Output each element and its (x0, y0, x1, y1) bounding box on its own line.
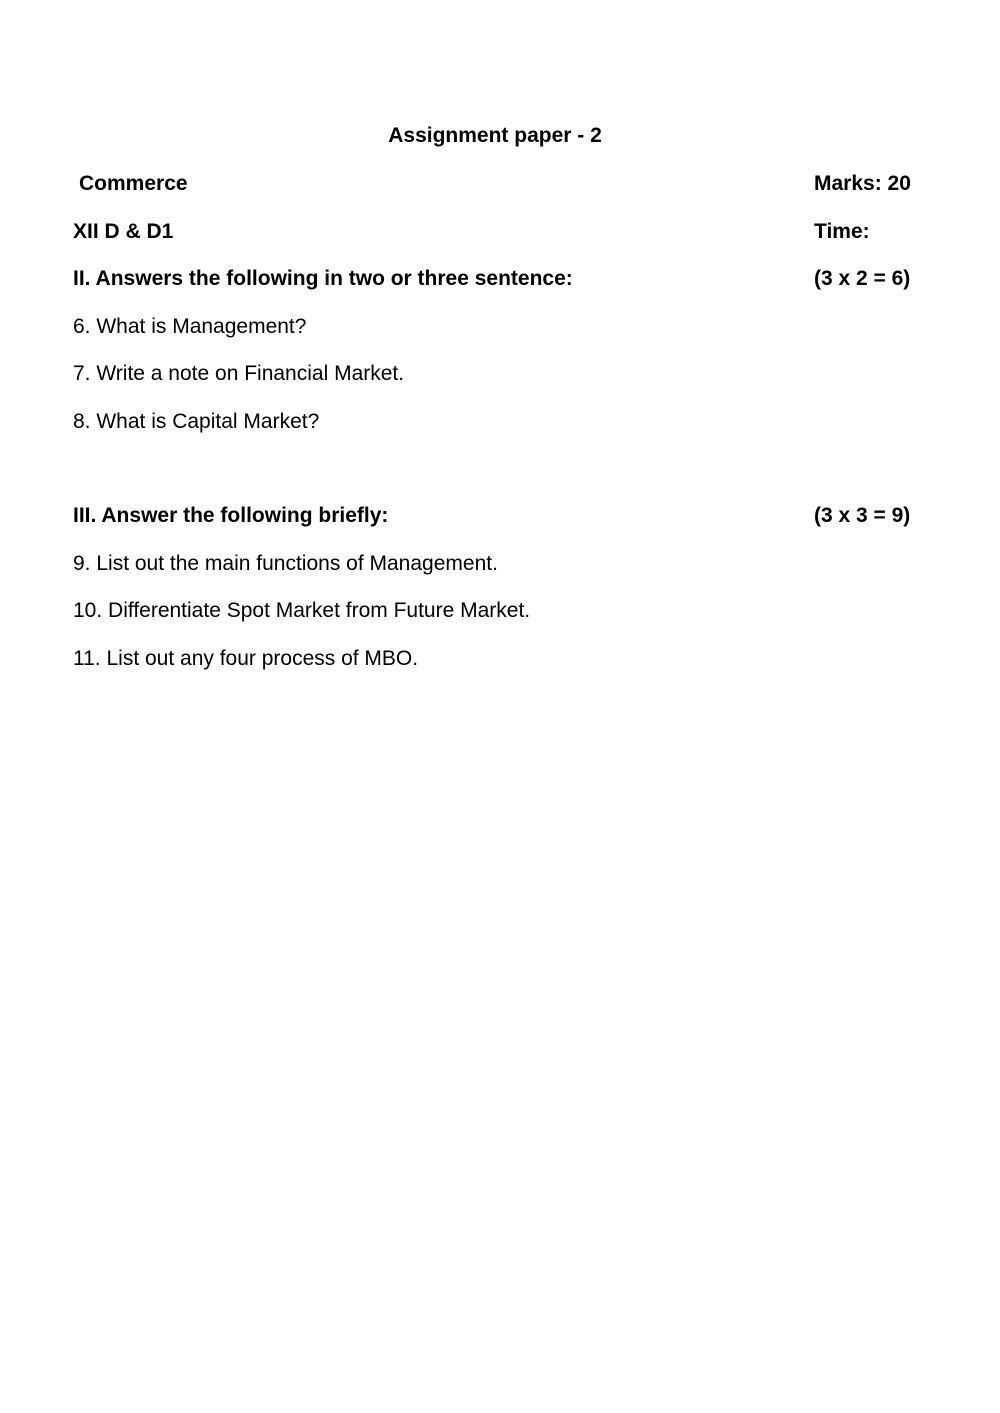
section-heading-3: III. Answer the following briefly: (73, 504, 389, 527)
question-7: 7. Write a note on Financial Market. (73, 362, 405, 385)
question-8: 8. What is Capital Market? (73, 410, 320, 433)
section-marks-3: (3 x 3 = 9) (814, 504, 911, 527)
page-title: Assignment paper - 2 (388, 124, 602, 147)
question-6: 6. What is Management? (73, 315, 307, 338)
class-label: XII D & D1 (73, 220, 174, 243)
question-11: 11. List out any four process of MBO. (73, 647, 419, 670)
question-9: 9. List out the main functions of Management. (73, 552, 498, 575)
subject-label: Commerce (79, 172, 188, 195)
section-marks-2: (3 x 2 = 6) (814, 267, 911, 290)
question-10: 10. Differentiate Spot Market from Future Market. (73, 599, 531, 622)
time-label: Time: (814, 220, 870, 243)
marks-label: Marks: 20 (814, 172, 911, 195)
section-heading-2: II. Answers the following in two or three sentence: (73, 267, 573, 290)
